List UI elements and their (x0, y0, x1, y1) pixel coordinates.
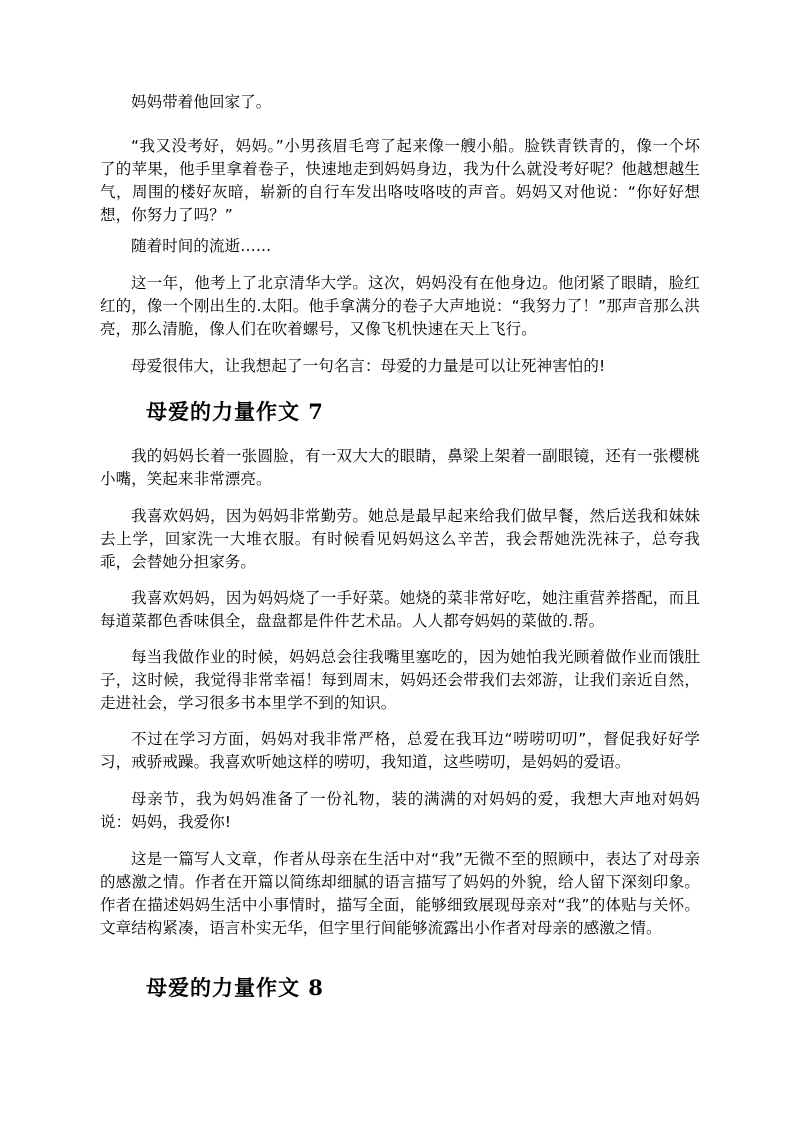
paragraph: 妈妈带着他回家了。 (131, 93, 272, 111)
section-heading: 母爱的力量作文 8 (146, 975, 324, 1000)
paragraph: 我喜欢妈妈，因为妈妈烧了一手好菜。她烧的菜非常好吃，她注重营养搭配，而且每道菜都色香味俱全，盘盘都是件件艺术品。人人都夸妈妈的菜做的.帮。 (100, 589, 700, 630)
paragraph: 母亲节，我为妈妈准备了一份礼物，装的满满的对妈妈的爱，我想大声地对妈妈说：妈妈，我爱你! (100, 790, 700, 831)
section-heading: 母爱的力量作文 7 (146, 399, 324, 424)
paragraph: 母爱很伟大，让我想起了一句名言：母爱的力量是可以让死神害怕的! (131, 357, 606, 375)
paragraph: 不过在学习方面，妈妈对我非常严格，总爱在我耳边“唠唠叨叨”，督促我好好学习，戒骄戒躁。我喜欢听她这样的唠叨，我知道，这些唠叨，是妈妈的爱语。 (100, 730, 700, 771)
paragraph: 这一年，他考上了北京清华大学。这次，妈妈没有在他身边。他闭紧了眼睛，脸红红的，像一个刚出生的.太阳。他手拿满分的卷子大声地说：“我努力了！”那声音那么洪亮，那么清脆，像人们在吹着螺号，又像飞机快速在天上飞行。 (100, 274, 700, 338)
paragraph: 这是一篇写人文章，作者从母亲在生活中对“我”无微不至的照顾中，表达了对母亲的感激之情。作者在开篇以简练却细腻的语言描写了妈妈的外貌，给人留下深刻印象。作者在描述妈妈生活中小事情时，描写全面，能够细致展现母亲对“我”的体贴与关怀。 文章结构紧凑，语言朴实无华，但字里行间能够流露出小作者对母亲的感激之情。 (100, 850, 700, 937)
paragraph: “我又没考好，妈妈。”小男孩眉毛弯了起来像一艘小船。脸铁青铁青的，像一个坏了的苹果，他手里拿着卷子，快速地走到妈妈身边，我为什么就没考好呢？他越想越生气，周围的楼好灰暗，崭新的自行车发出咯吱咯吱的声音。妈妈又对他说：“你好好想想，你努力了吗？” (100, 137, 700, 224)
paragraph: 我的妈妈长着一张圆脸，有一双大大的眼睛，鼻梁上架着一副眼镜，还有一张樱桃小嘴，笑起来非常漂亮。 (100, 447, 700, 488)
paragraph: 随着时间的流逝…… (131, 237, 272, 255)
paragraph: 我喜欢妈妈，因为妈妈非常勤劳。她总是最早起来给我们做早餐，然后送我和妹妹去上学，回家洗一大堆衣服。有时候看见妈妈这么辛苦，我会帮她洗洗袜子，总夸我乖，会替她分担家务。 (100, 507, 700, 571)
paragraph: 每当我做作业的时候，妈妈总会往我嘴里塞吃的，因为她怕我光顾着做作业而饿肚子，这时候，我觉得非常幸福！每到周末，妈妈还会带我们去郊游，让我们亲近自然，走进社会，学习很多书本里学不到的知识。 (100, 648, 700, 712)
